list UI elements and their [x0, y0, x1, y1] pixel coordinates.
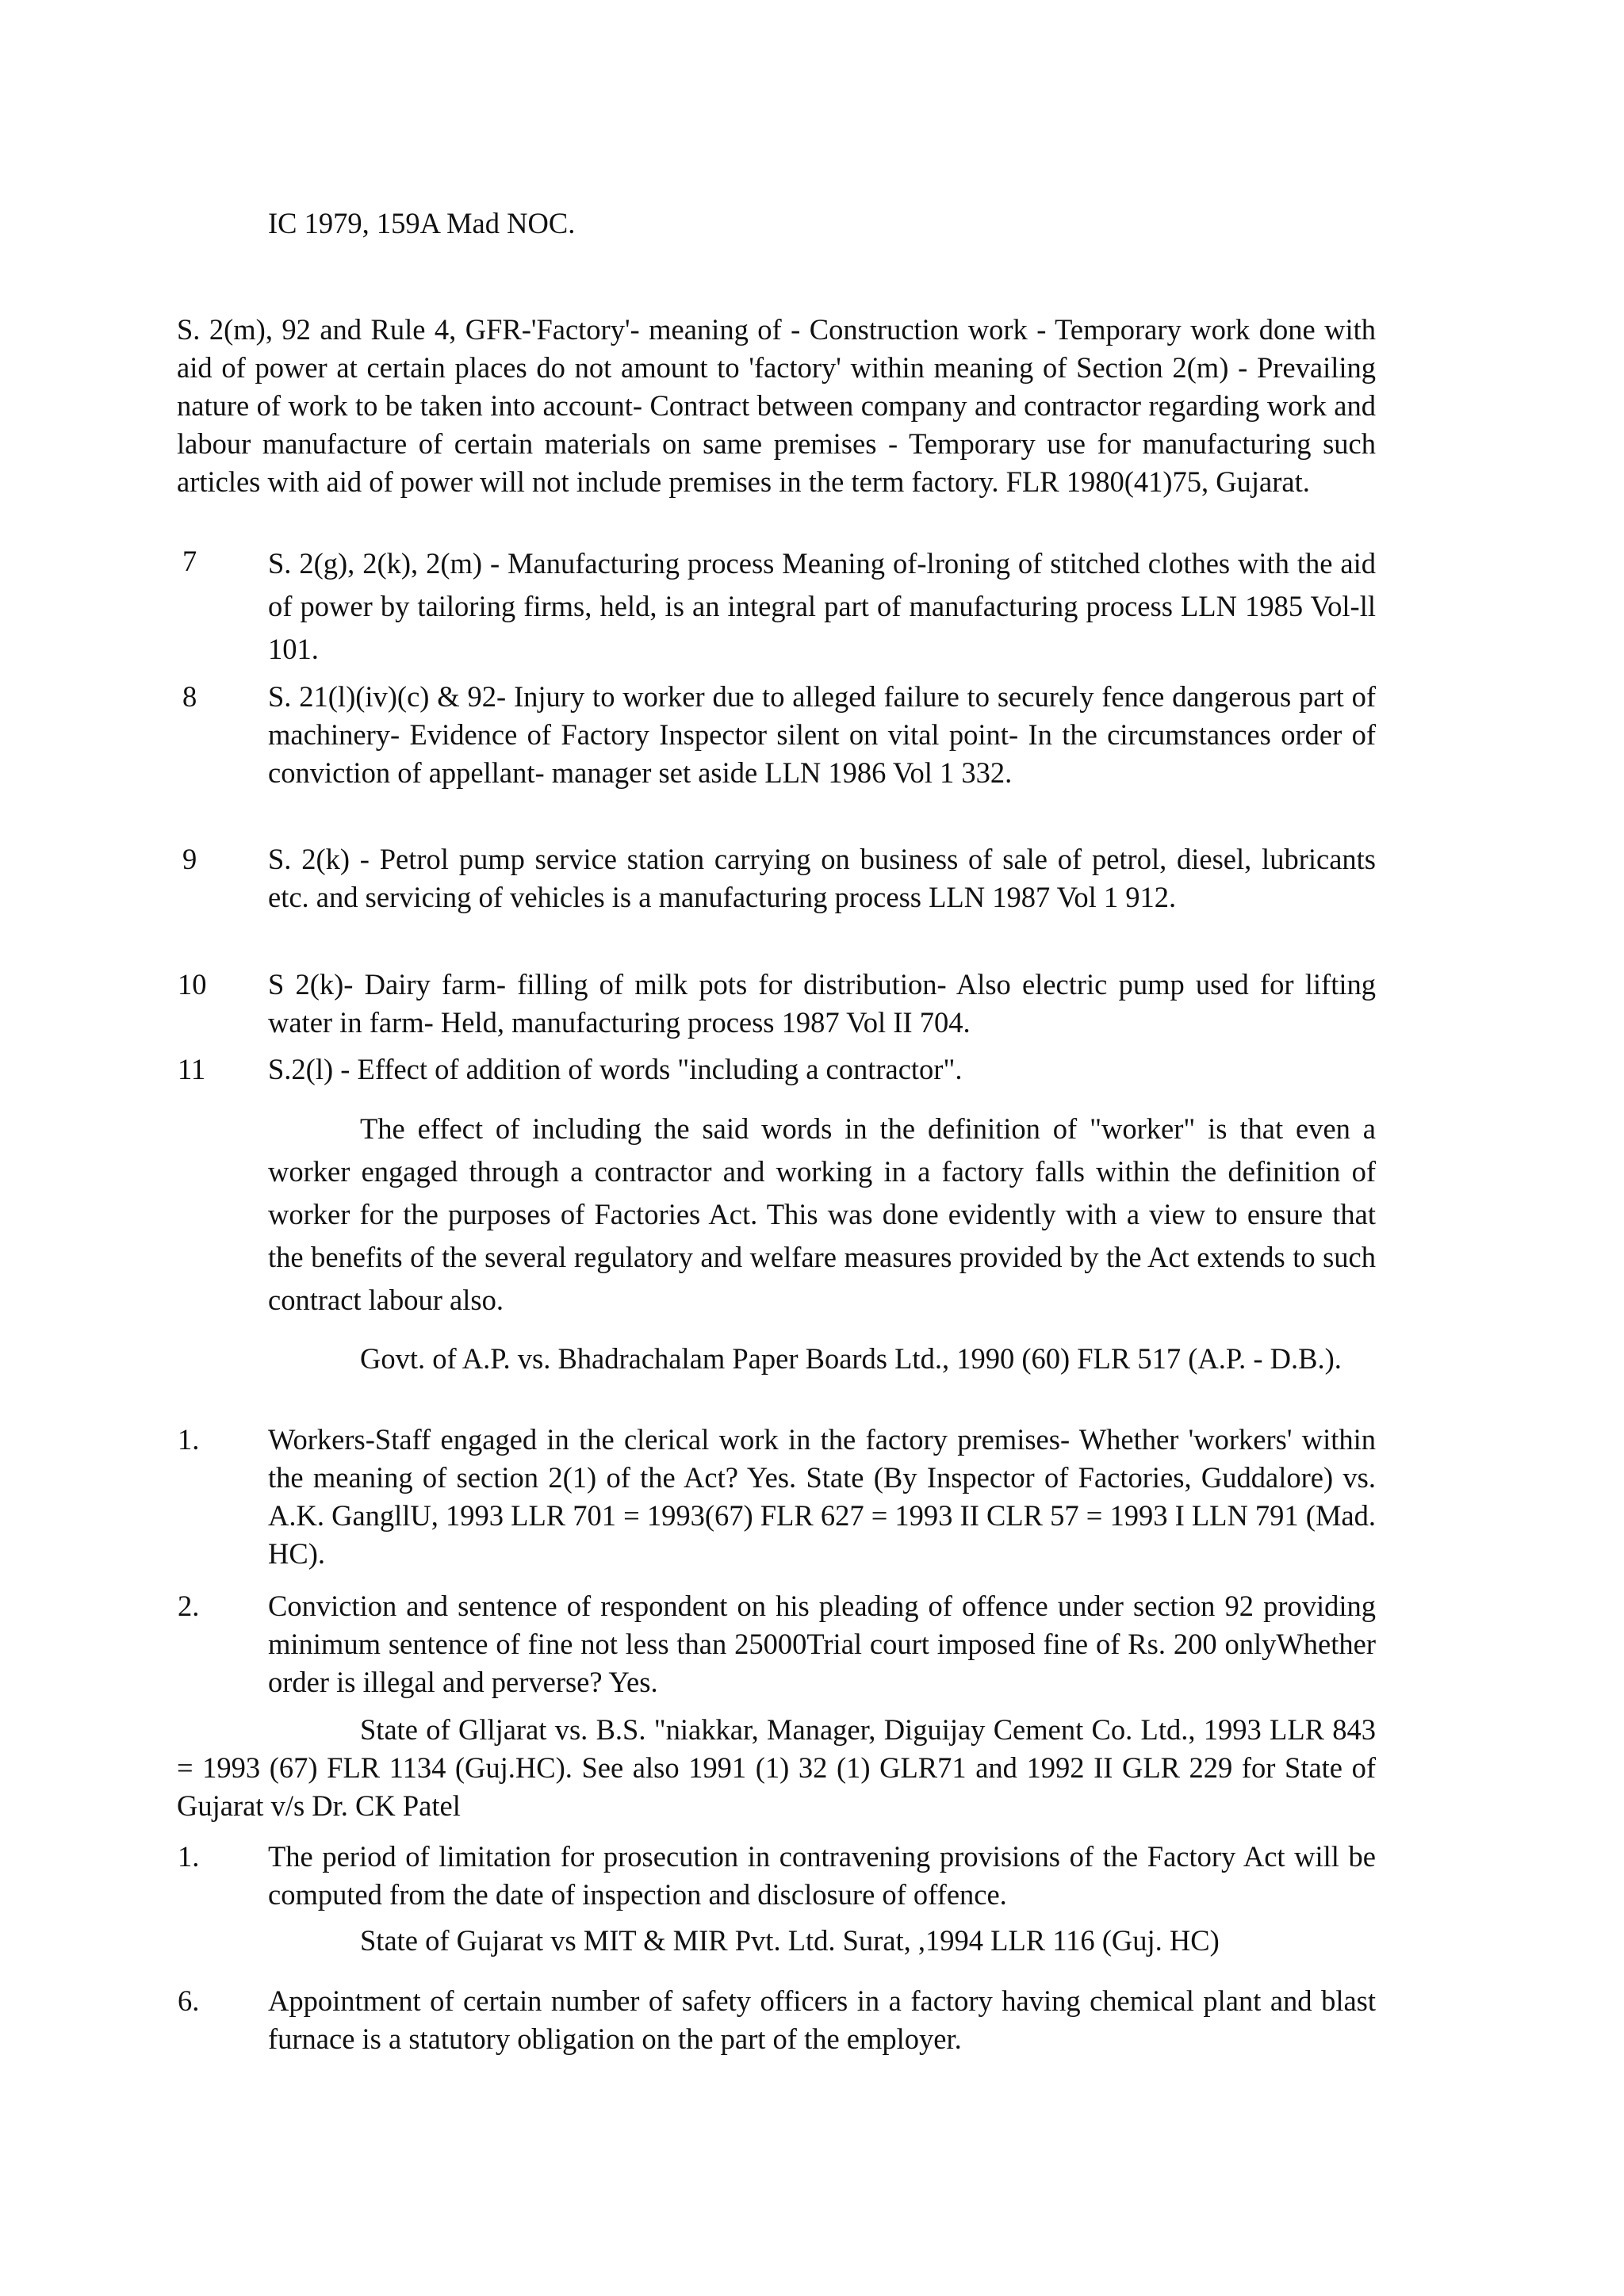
list-item-text: S. 21(l)(iv)(c) & 92- Injury to worker due to alleged failure to securely fence dangerous part of machinery- Evidence of Factory Inspector silent on vital point- In the circumstances order of conviction of appellant- manager set aside LLN 1986 Vol 1 332. [268, 680, 1376, 789]
list-item-text: S 2(k)- Dairy farm- filling of milk pots for distribution- Also electric pump used for lifting water in farm- Held, manufacturing process 1987 Vol II 704. [268, 968, 1376, 1039]
list-item-text: S. 2(g), 2(k), 2(m) - Manufacturing process Meaning of-lroning of stitched clothes with the aid of power by tailoring firms, held, is an integral part of manufacturing process LLN 1985 Vol-ll 101. [268, 547, 1376, 665]
list-item-text: Appointment of certain number of safety officers in a factory having chemical plant and blast furnace is a statutory obligation on the part of the employer. [268, 1984, 1376, 2055]
explanation-paragraph: The effect of including the said words in the definition of "worker" is that even a worker engaged through a contractor and working in a factory falls within the definition of worker for the purposes of Factories Act. This was done evidently with a view to ensure that the benefits of the several regulatory and welfare measures provided by the Act extends to such contract labour also. [268, 1112, 1376, 1316]
case-citation: State of Glljarat vs. B.S. "niakkar, Manager, Diguijay Cement Co. Ltd., 1993 LLR 843 = 1993 (67) FLR 1134 (Guj.HC). See also 1991 (1) 32 (1) GLR71 and 1992 II GLR 229 for State of Gujarat v/s Dr. CK Patel [177, 1713, 1376, 1822]
list-item-text: Conviction and sentence of respondent on his pleading of offence under section 92 providing minimum sentence of fine not less than 25000Trial court imposed fine of Rs. 200 onlyWhether order is illegal and perverse? Yes. [268, 1590, 1376, 1698]
list-item-number: 1. [178, 1423, 200, 1456]
list-item-number: 7 [182, 545, 197, 577]
list-item-text: Workers-Staff engaged in the clerical work in the factory premises- Whether 'workers' within the meaning of section 2(1) of the Act? Yes. State (By Inspector of Factories, Guddalore) vs. A.K. GangllU, 1993 LLR 701 = 1993(67) FLR 627 = 1993 II CLR 57 = 1993 I LLN 791 (Mad. HC). [268, 1423, 1376, 1570]
list-item-number: 2. [178, 1590, 200, 1622]
list-item-text: S. 2(k) - Petrol pump service station carrying on business of sale of petrol, diesel, lubricants etc. and servicing of vehicles is a manufacturing process LLN 1987 Vol 1 912. [268, 843, 1376, 913]
case-citation: State of Gujarat vs MIT & MIR Pvt. Ltd. Surat, ,1994 LLR 116 (Guj. HC) [360, 1924, 1220, 1957]
list-item-text: The period of limitation for prosecution in contravening provisions of the Factory Act will be computed from the date of inspection and disclosure of offence. [268, 1840, 1376, 1911]
list-item-number: 8 [182, 680, 197, 713]
header-citation: IC 1979, 159A Mad NOC. [268, 207, 576, 239]
intro-paragraph: S. 2(m), 92 and Rule 4, GFR-'Factory'- meaning of - Construction work - Temporary work done with aid of power at certain places do not amount to 'factory' within meaning of Section 2(m) - Prevailing nature of work to be taken into account- Contract between company and contractor regarding work and labour manufacture of certain materials on same premises - Temporary use for manufacturing such articles with aid of power will not include premises in the term factory. FLR 1980(41)75, Gujarat. [177, 313, 1376, 498]
list-item-text: S.2(l) - Effect of addition of words "including a contractor". [268, 1053, 963, 1085]
list-item-number: 6. [178, 1984, 200, 2017]
list-item-number: 9 [182, 843, 197, 875]
list-item-number: 1. [178, 1840, 200, 1873]
case-citation: Govt. of A.P. vs. Bhadrachalam Paper Boards Ltd., 1990 (60) FLR 517 (A.P. - D.B.). [360, 1342, 1342, 1375]
list-item-number: 10 [178, 968, 207, 1001]
list-item-number: 11 [178, 1053, 206, 1085]
